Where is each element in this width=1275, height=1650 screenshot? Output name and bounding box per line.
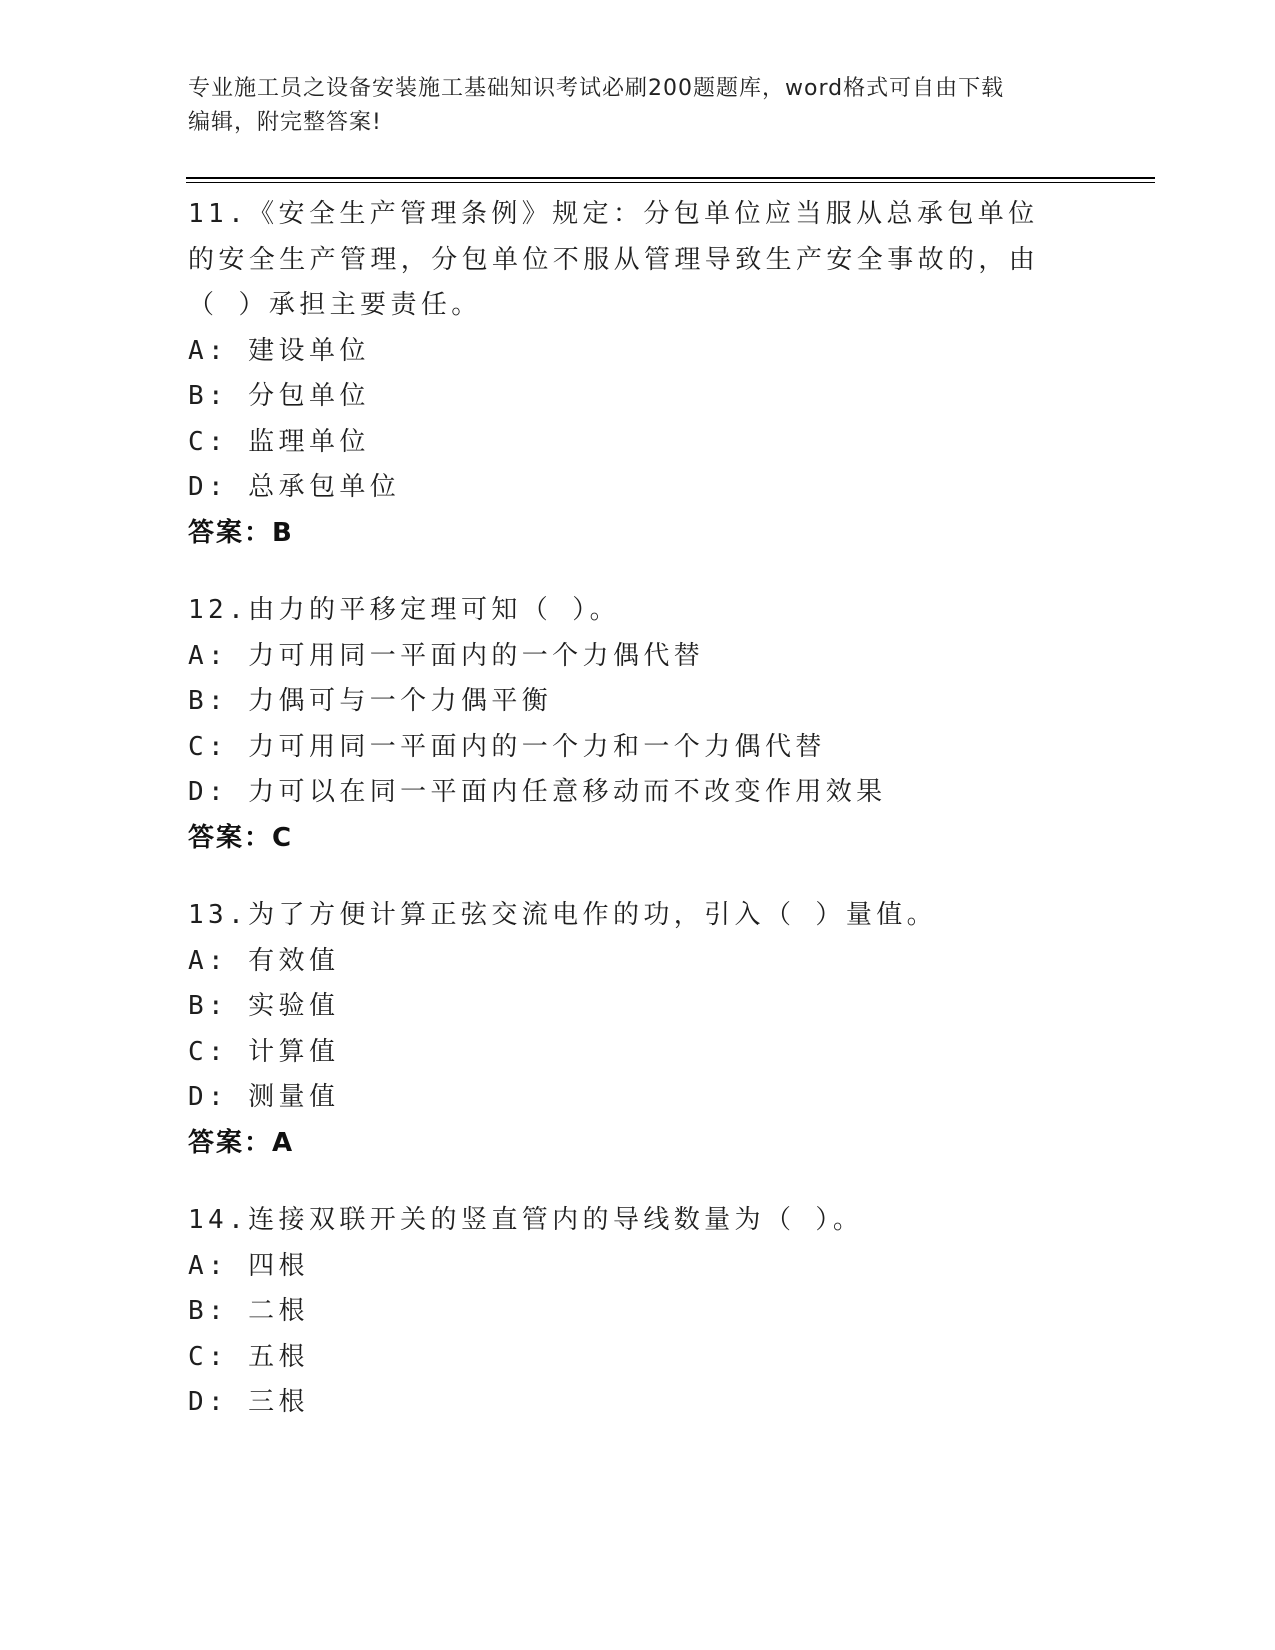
option-d: D: 三根: [188, 1387, 309, 1417]
question-stem: 11.《安全生产管理条例》规定：分包单位应当服从总承包单位的安全生产管理，分包单位不服从管理导致生产安全事故的，由（ ）承担主要责任。: [188, 199, 1040, 320]
option-b: B: 实验值: [188, 991, 340, 1021]
question-list: [188, 192, 1078, 1458]
question-stem: 13.为了方便计算正弦交流电作的功，引入（ ）量值。: [188, 900, 938, 930]
answer: 答案：A: [188, 1127, 295, 1158]
option-d: D: 测量值: [188, 1082, 340, 1112]
option-b: B: 二根: [188, 1296, 309, 1326]
option-a: A: 力可用同一平面内的一个力偶代替: [188, 640, 705, 671]
option-a: A: 建设单位: [188, 335, 370, 366]
option-c: C: 力可用同一平面内的一个力和一个力偶代替: [188, 731, 826, 762]
answer: 答案：B: [188, 517, 294, 548]
option-c: C: 监理单位: [188, 426, 370, 457]
option-d: D: 力可以在同一平面内任意移动而不改变作用效果: [188, 777, 887, 807]
option-c: C: 五根: [188, 1341, 309, 1372]
answer: 答案：C: [188, 822, 294, 853]
header-line-2: 编辑，附完整答案!: [188, 110, 382, 135]
question-stem: 14.连接双联开关的竖直管内的导线数量为（ ）。: [188, 1205, 864, 1235]
question-11: [188, 192, 1078, 556]
document-header: [188, 72, 1078, 140]
option-d: D: 总承包单位: [188, 472, 401, 502]
question-12: [188, 588, 1078, 861]
question-stem: 12.由力的平移定理可知（ ）。: [188, 595, 621, 625]
header-line-1: 专业施工员之设备安装施工基础知识考试必刷200题题库，word格式可自由下载: [188, 76, 1005, 101]
question-14: [188, 1198, 1078, 1426]
option-a: A: 四根: [188, 1250, 309, 1281]
option-b: B: 分包单位: [188, 381, 370, 411]
option-a: A: 有效值: [188, 945, 340, 976]
header-divider-thick: [186, 177, 1155, 179]
header-divider-thin: [186, 182, 1155, 183]
option-b: B: 力偶可与一个力偶平衡: [188, 686, 553, 716]
question-13: [188, 893, 1078, 1166]
option-c: C: 计算值: [188, 1036, 340, 1067]
